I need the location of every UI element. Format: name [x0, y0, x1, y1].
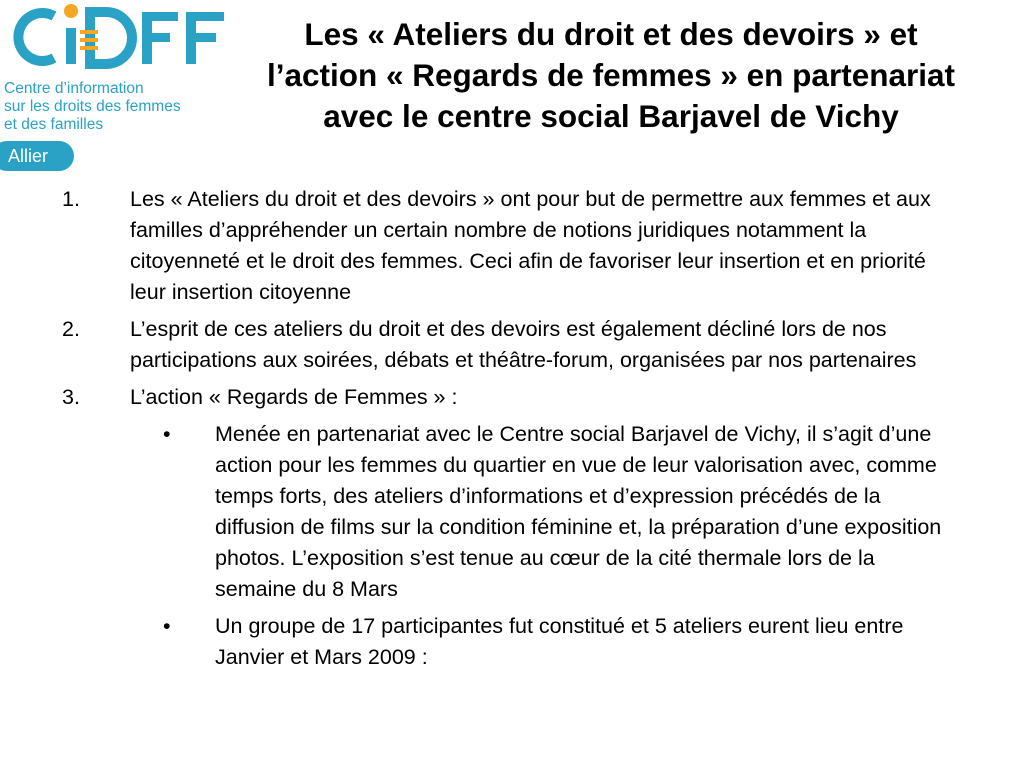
list-item [0, 314, 950, 376]
list-item [0, 184, 950, 308]
cidff-wordmark [2, 2, 228, 72]
sub-list-item [0, 419, 955, 605]
logo-region-badge: Allier [0, 141, 74, 171]
item-number: 3. [62, 385, 80, 409]
slide-title: Les « Ateliers du droit et des devoirs » et l’action « Regards de femmes » en partenariat avec le centre social Barjavel de Vichy [266, 16, 955, 134]
list-item [0, 382, 950, 413]
sub-list-item [0, 611, 955, 673]
cidff-logo [0, 0, 228, 172]
bullet-icon: • [163, 422, 171, 446]
item-text: L’esprit de ces ateliers du droit et des devoirs est également décliné lors de nos participations aux soirées, débats et théâtre-forum, organisées par nos partenaires [130, 317, 917, 372]
logo-line: Centre d’information [4, 80, 144, 97]
item-text: L’action « Regards de Femmes » : [130, 385, 458, 409]
item-number: 2. [62, 317, 80, 341]
sub-item-text: Un groupe de 17 participantes fut constitué et 5 ateliers eurent lieu entre Janvier et Mars 2009 : [215, 614, 904, 669]
slide-body [0, 184, 1000, 679]
sub-item-text: Menée en partenariat avec le Centre social Barjavel de Vichy, il s’agit d’une action pour les femmes du quartier en vue de leur valorisation avec, comme temps forts, des ateliers d’informations et d’expression précédés de la diffusion de films sur la condition féminine et, la préparation d’une exposition photos. L’exposition s’est tenue au cœur de la cité thermale lors de la semaine du 8 Mars [215, 422, 942, 601]
logo-line: et des familles [4, 116, 104, 133]
logo-line: sur les droits des femmes [4, 98, 181, 115]
item-text: Les « Ateliers du droit et des devoirs » ont pour but de permettre aux femmes et aux familles d’appréhender un certain nombre de notions juridiques notamment la citoyenneté et le droit des femmes. Ceci afin de favoriser leur insertion et en priorité leur insertion citoyenne [130, 187, 931, 304]
item-number: 1. [62, 187, 80, 211]
bullet-icon: • [163, 614, 171, 638]
